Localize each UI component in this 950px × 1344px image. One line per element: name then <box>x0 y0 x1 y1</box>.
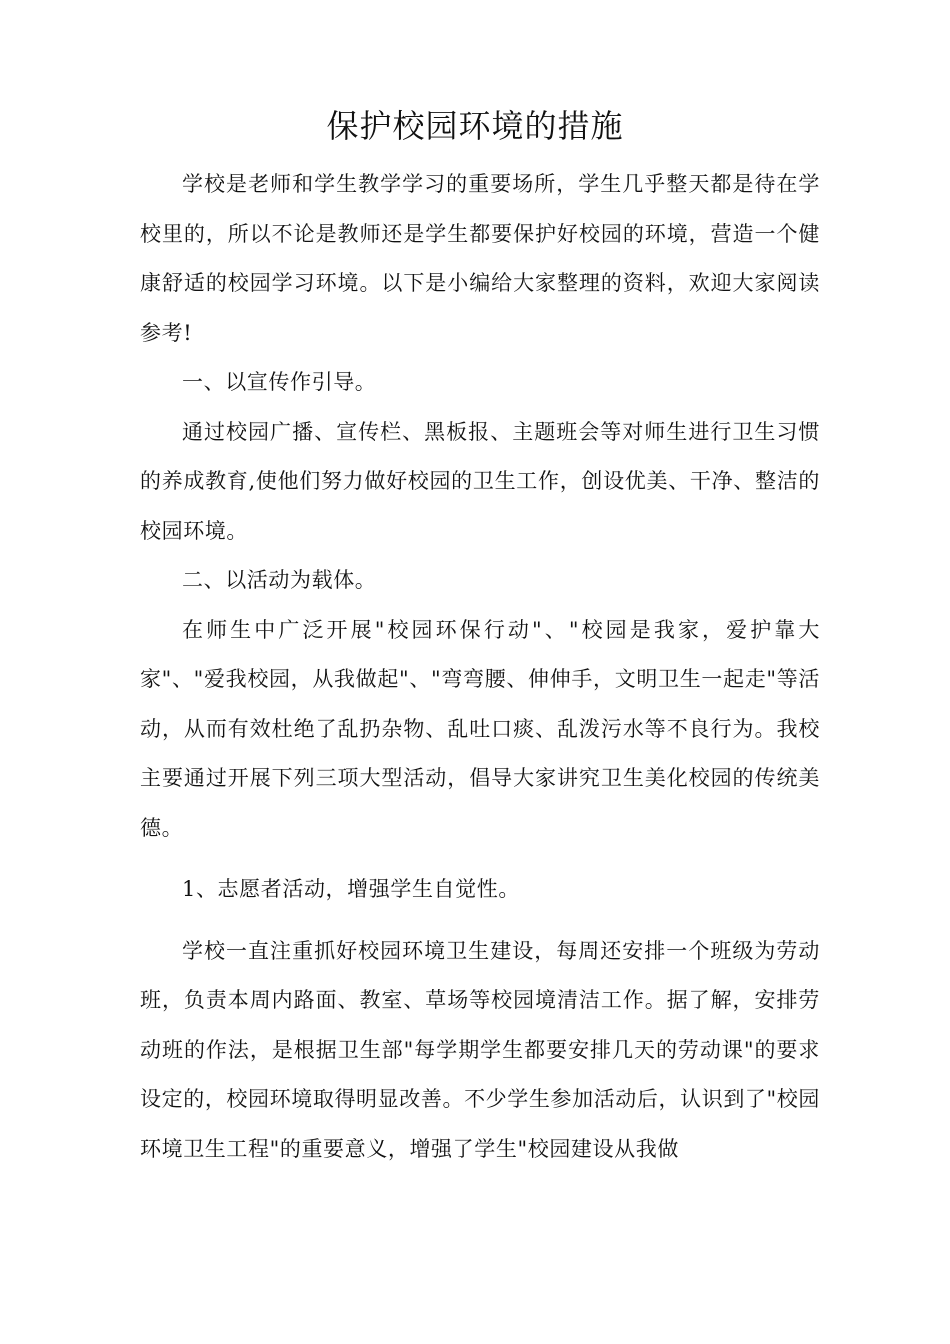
section-1-heading: 一、以宣传作引导。 <box>182 370 377 394</box>
document-title: 保护校园环境的措施 <box>326 107 624 145</box>
intro-paragraph: 学校是老师和学生教学学习的重要场所，学生几乎整天都是待在学校里的，所以不论是教师还是学生都要保护好校园的环境，营造一个健康舒适的校园学习环境。以下是小编给大家整理的资料，欢迎大家阅读参考! <box>140 172 820 345</box>
spacer <box>140 915 820 927</box>
subsection-1-heading: 1、志愿者活动，增强学生自觉性。 <box>182 877 520 901</box>
section-2-paragraph: 在师生中广泛开展"校园环保行动"、"校园是我家，爱护靠大家"、"爱我校园，从我做起"、"弯弯腰、伸伸手，文明卫生一起走"等活动，从而有效杜绝了乱扔杂物、乱吐口痰、乱泼污水等不良行为。我校主要通过开展下列三项大型活动，倡导大家讲究卫生美化校园的传统美德。 <box>140 617 820 840</box>
document-body <box>140 160 820 1174</box>
section-1-paragraph: 通过校园广播、宣传栏、黑板报、主题班会等对师生进行卫生习惯的养成教育,使他们努力做好校园的卫生工作，创设优美、干净、整洁的校园环境。 <box>140 419 820 543</box>
section-2-heading: 二、以活动为载体。 <box>182 568 377 592</box>
spacer <box>140 853 820 865</box>
subsection-1-paragraph: 学校一直注重抓好校园环境卫生建设，每周还安排一个班级为劳动班，负责本周内路面、教室、草场等校园境清洁工作。据了解，安排劳动班的作法，是根据卫生部"每学期学生都要安排几天的劳动课"的要求设定的，校园环境取得明显改善。不少学生参加活动后，认识到了"校园环境卫生工程"的重要意义，增强了学生"校园建设从我做 <box>140 938 820 1161</box>
